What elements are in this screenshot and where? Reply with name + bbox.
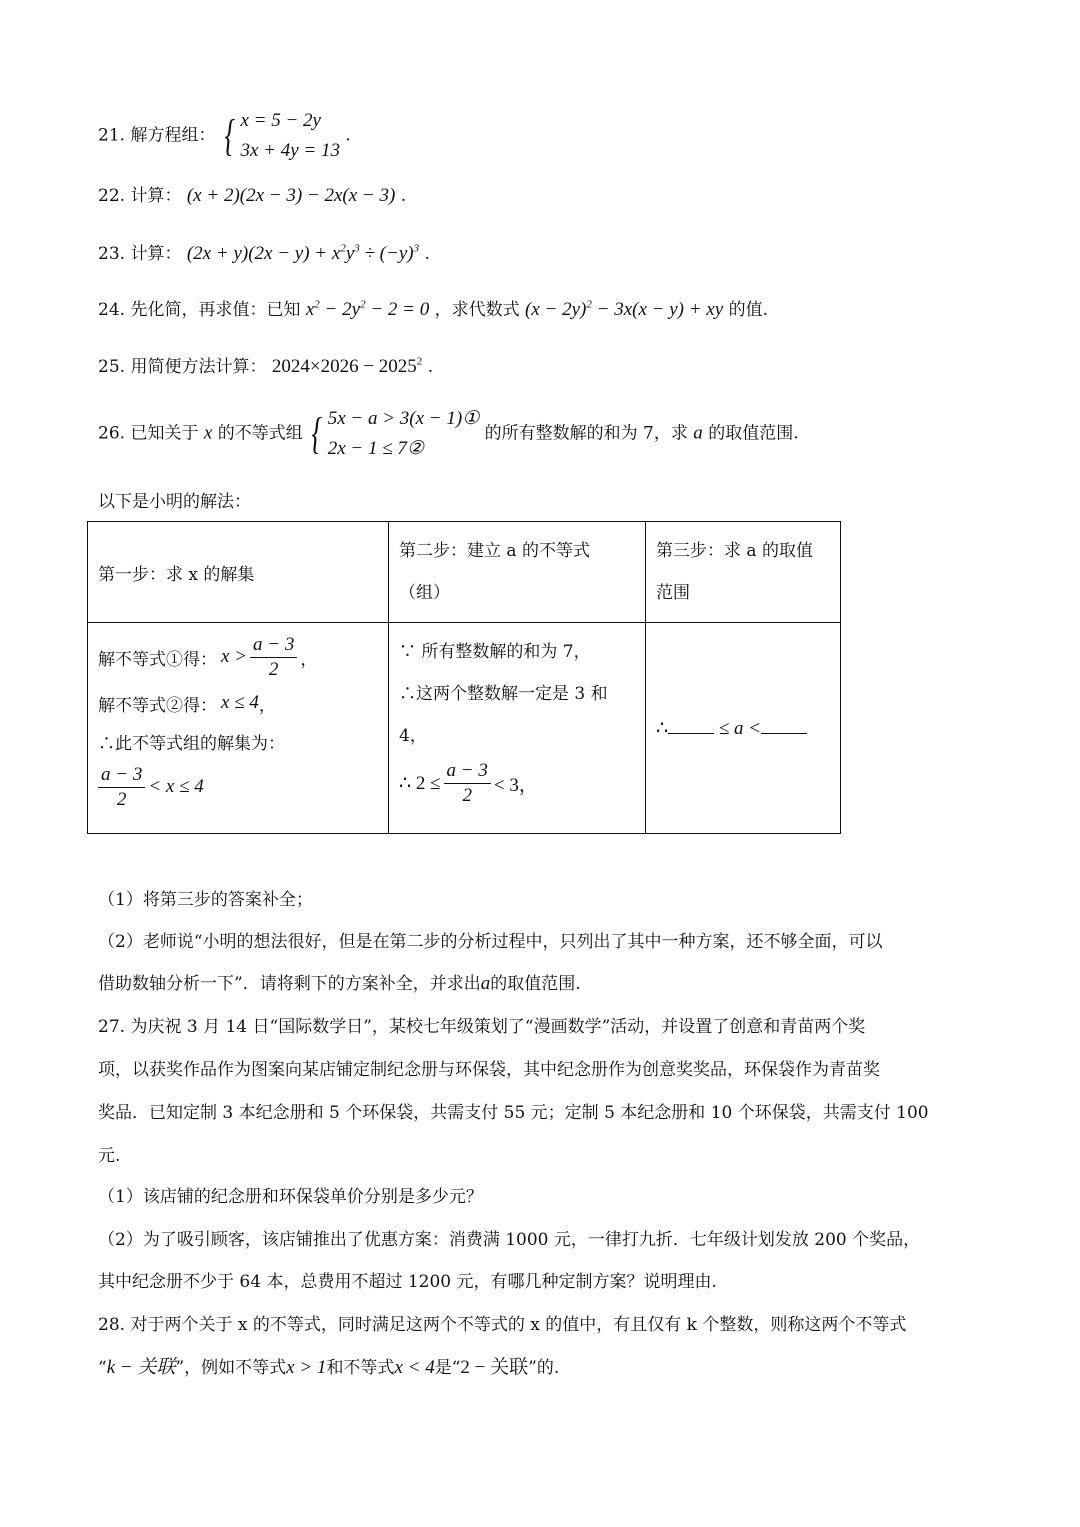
q23-expression: $(2x + y)(2x - y) + x^2y^3 \div (-y)^3$	[186, 242, 420, 264]
q24-expression: $(x - 2y)^2 - 3x(x - y)$ + xy	[525, 298, 724, 320]
left-brace-icon: {	[311, 409, 323, 458]
table-cell-step2: ∵ 所有整数解的和为 7， ∴这两个整数解一定是 3 和 4， ∴ 2 ≤ $\frac{a - 3}{2}$ < 3，	[389, 623, 646, 834]
q26-part2-line2: 借助数轴分析一下”．请将剩下的方案补全，并求出a的取值范围.	[98, 973, 581, 994]
answer-blank-1[interactable]	[668, 717, 714, 734]
q23-label: 23. 计算：	[98, 244, 182, 264]
q27-part2-line1: （2）为了吸引顾客，该店铺推出了优惠方案：消费满 1000 元，一律打九折．七年级计划发放 200 个奖品，	[98, 1230, 921, 1250]
q27-line1: 27. 为庆祝 3 月 14 日“国际数学日”，某校七年级策划了“漫画数学”活动，并设置了创意和青苗两个奖	[98, 1017, 866, 1037]
q22-end: .	[400, 186, 407, 206]
table-header-step2: 第二步：建立 a 的不等式 （组）	[389, 522, 646, 623]
q24-condition: $x^2 - 2y^2 - 2 = 0$	[305, 298, 430, 320]
question-22	[98, 184, 406, 208]
q25-label: 25. 用简便方法计算：	[98, 357, 267, 377]
q26-label-a: 26. 已知关于	[98, 423, 199, 444]
q23-end: .	[424, 244, 430, 264]
question-21	[98, 106, 351, 166]
q24-label: 24. 先化简，再求值：已知	[98, 300, 301, 320]
q22-expression: (x + 2)(2x − 3) − 2x(x − 3)	[186, 185, 396, 206]
question-25	[98, 355, 433, 379]
table-cell-step3: ∴ ≤ a <	[646, 623, 841, 834]
q27-part1: （1）该店铺的纪念册和环保袋单价分别是多少元？	[98, 1187, 483, 1207]
q24-mid: ，求代数式	[434, 300, 520, 320]
q26-system	[308, 404, 479, 464]
q26-tail-a: 的所有整数解的和为 7，求	[484, 423, 688, 444]
solution-intro: 以下是小明的解法：	[98, 492, 251, 512]
q25-end: .	[427, 357, 434, 377]
q26-part1: （1）将第三步的答案补全；	[98, 890, 313, 910]
table-header-step1: 第一步：求 x 的解集	[88, 522, 389, 623]
q26-var: x	[203, 422, 213, 444]
q21-system	[221, 106, 340, 166]
q26-var-a: a	[693, 422, 703, 444]
q22-label: 22. 计算：	[98, 186, 182, 206]
q26-label-b: 的不等式组	[217, 423, 303, 444]
q27-line3: 奖品．已知定制 3 本纪念册和 5 个环保袋，共需支付 55 元；定制 5 本纪念册和 10 个环保袋，共需支付 100	[98, 1103, 929, 1123]
question-23	[98, 242, 430, 266]
q28-line2: “k − 关联”，例如不等式x > 1和不等式x < 4是“2 − 关联”的.	[98, 1357, 560, 1378]
question-24	[98, 298, 768, 322]
q26-ineq2: 2x − 1 ≤ 7②	[327, 438, 424, 459]
q21-end: .	[345, 125, 351, 146]
q24-tail: 的值.	[728, 300, 768, 320]
answer-blank-2[interactable]	[761, 717, 807, 734]
q25-expression: $2024\times 2026 - 2025^2$	[271, 355, 423, 377]
q27-line2: 项，以获奖作品作为图案向某店铺定制纪念册与环保袋，其中纪念册作为创意奖奖品，环保袋作为青苗奖	[98, 1060, 880, 1080]
table-header-step3: 第三步：求 a 的取值 范围	[646, 522, 841, 623]
q21-eq1: x = 5 − 2y	[240, 110, 321, 131]
q27-line4: 元.	[98, 1146, 121, 1166]
q21-label: 21. 解方程组：	[98, 125, 216, 146]
q27-part2-line2: 其中纪念册不少于 64 本，总费用不超过 1200 元，有哪几种定制方案？说明理由.	[98, 1272, 717, 1292]
table-cell-step1: 解不等式①得： x > $\frac{a - 3}{2}$ ， 解不等式②得： x ≤ 4 ， ∴此不等式组的解集为： $\frac{a - 3}{2}$ < x ≤ 4	[88, 623, 389, 834]
q26-part2-line1: （2）老师说“小明的想法很好，但是在第二步的分析过程中，只列出了其中一种方案，还不够全面，可以	[98, 932, 883, 952]
q21-eq2: 3x + 4y = 13	[240, 140, 340, 161]
q26-tail-b: 的取值范围.	[708, 423, 799, 444]
q28-line1: 28. 对于两个关于 x 的不等式，同时满足这两个不等式的 x 的值中，有且仅有 k 个整数，则称这两个不等式	[98, 1315, 907, 1335]
left-brace-icon: {	[224, 111, 235, 160]
question-26	[98, 404, 799, 464]
solution-table	[87, 521, 841, 834]
q26-ineq1: 5x − a > 3(x − 1)①	[327, 408, 480, 429]
